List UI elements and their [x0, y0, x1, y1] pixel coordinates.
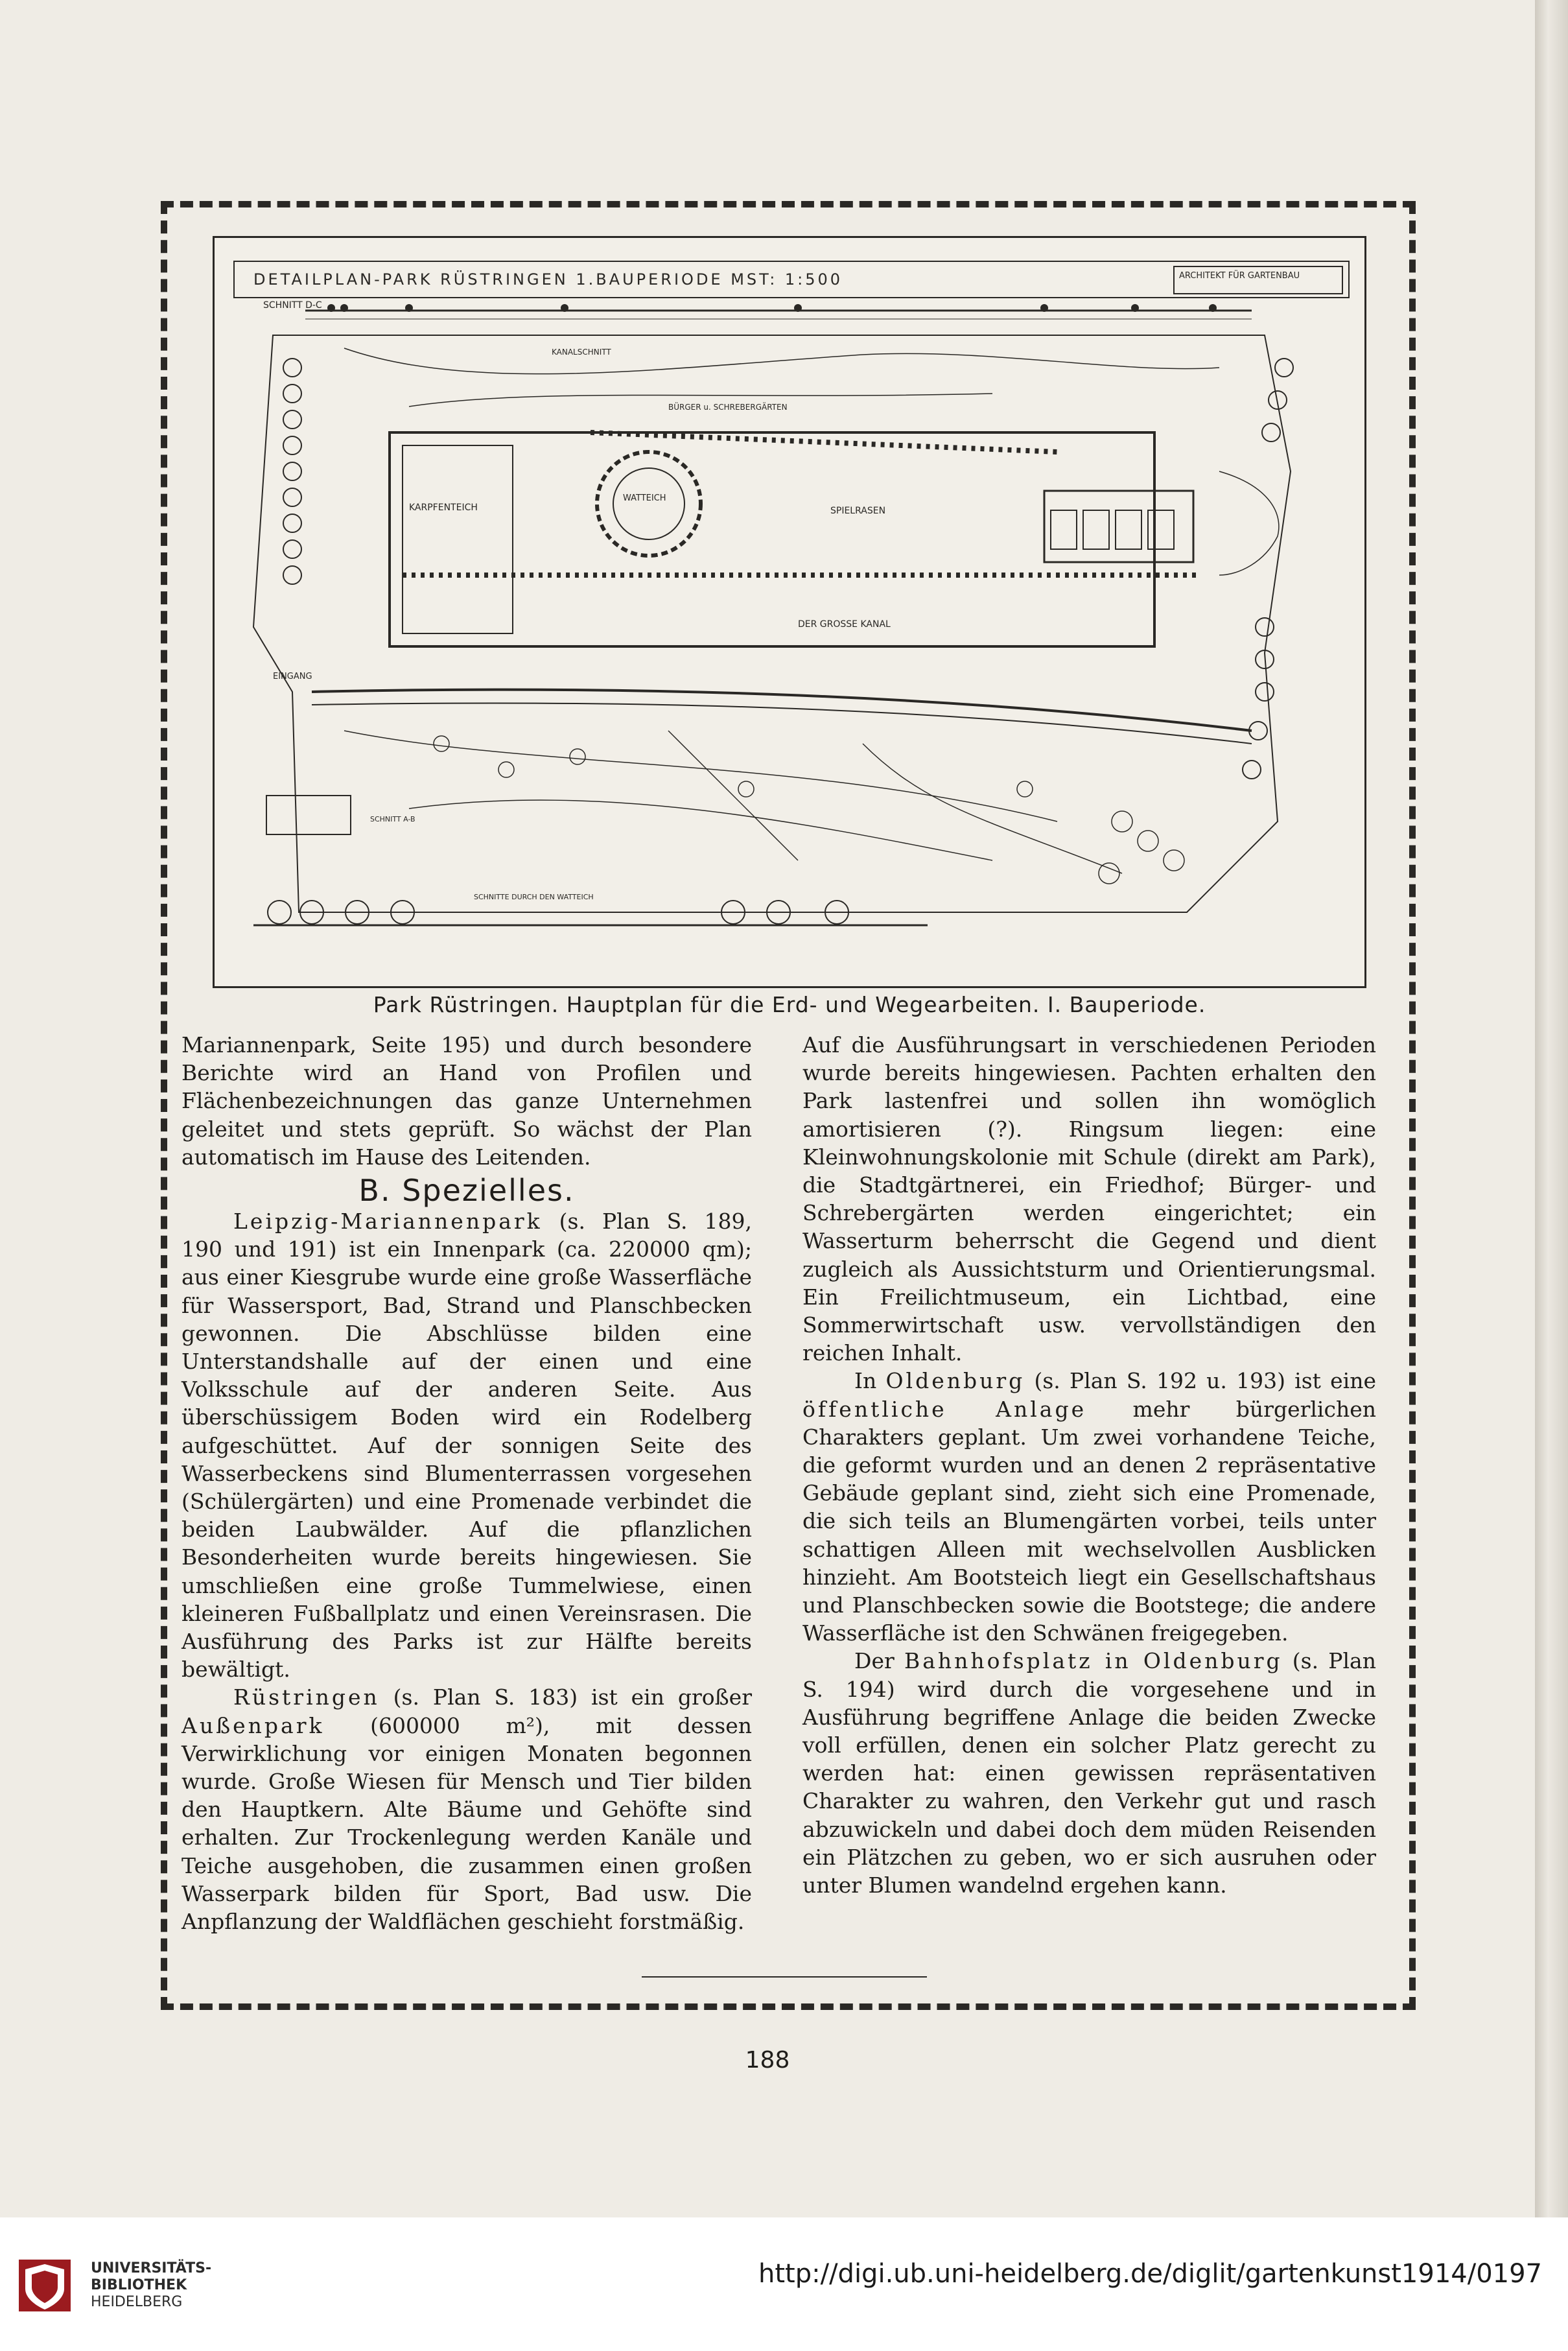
label-watteich: WATTEICH [623, 493, 666, 503]
paragraph: Mariannenpark, Seite 195) und durch besondere Berichte wird an Hand von Profilen und Flächenbezeichnungen das ganze Unternehmen geleitet und stets geprüft. So wächst der Plan automatisch im Hause des Leitenden. [181, 1032, 752, 1170]
lead-term: Leipzig-Mariannenpark [233, 1209, 543, 1235]
lead-term: Oldenburg [885, 1368, 1025, 1394]
paragraph: Der Bahnhofsplatz in Oldenburg (s. Plan S. 194) wird durch die vorgesehene und in Ausführung begriffene Anlage die beiden Zwecke voll erfüllen, denen ein solcher Platz gerecht zu werden hat: einen gewissen repräsentativen Charakter zu wahren, den Verkehr gut und rasch abzuwickeln und dabei doch dem müden Reisenden ein Plätzchen zu geben, wo er sich ausruhen oder unter Blumen wandelnd ergehen kann. [802, 1648, 1376, 1898]
section-heading: B. Spezielles. [358, 1173, 575, 1209]
label-kanalschnitt: KANALSCHNITT [552, 348, 611, 357]
plan-title: DETAILPLAN-PARK RÜSTRINGEN 1.BAUPERIODE MST: 1:500 [253, 270, 843, 289]
paragraph: Rüstringen (s. Plan S. 183) ist ein großer Außenpark (600000 m²), mit dessen Verwirklichung vor einigen Monaten begonnen wurde. Große Wiesen für Mensch und Tier bilden den Hauptkern. Alte Bäume und Gehöfte sind erhalten. Zur Trockenlegung werden Kanäle und Teiche ausgehoben, die zusammen einen großen Wasserpark bilden für Sport, Bad usw. Die Anpflanzung der Waldflächen geschieht forstmäßig. [181, 1684, 752, 1935]
figure-caption: Park Rüstringen. Hauptplan für die Erd- und Wegearbeiten. I. Bauperiode. [373, 992, 1206, 1017]
library-logo-icon [16, 2256, 74, 2315]
paragraph: Auf die Ausführungsart in verschiedenen Perioden wurde bereits hingewiesen. Pachten erhalten den Park lastenfrei und sollen ihn womöglich amortisieren (?). Ringsum liegen: eine Kleinwohnungskolonie mit Schule (direkt am Park), die Stadtgärtnerei, ein Friedhof; Bürger- und Schrebergärten werden eingerichtet; ein Wasserturm beherrscht die Gegend und dient zugleich als Aussichtsturm und Orientierungsmal. Ein Freilichtmuseum, ein Lichtbad, eine Sommerwirtschaft usw. vervollständigen den reichen Inhalt. [802, 1032, 1376, 1366]
paragraph: Leipzig-Mariannenpark (s. Plan S. 189, 190 und 191) ist ein Innenpark (ca. 220000 qm); aus einer Kiesgrube wurde eine große Wasserfläche für Wassersport, Bad, Strand und Planschbecken gewonnen. Die Abschlüsse bilden eine Unterstandshalle auf der einen und eine Volksschule auf der anderen Seite. Aus überschüssigem Boden wird ein Rodelberg aufgeschüttet. Auf der sonnigen Seite des Wasserbeckens sind Blumenterrassen vorgesehen (Schülergärten) und eine Promenade verbindet die beiden Laubwälder. Auf die pflanzlichen Besonderheiten wurde bereits hingewiesen. Sie umschließen eine große Tummelwiese, einen kleineren Fußballplatz und einen Vereinsrasen. Die Ausführung des Parks ist zur Hälfte bereits bewältigt. [181, 1209, 752, 1683]
lead-term: Bahnhofsplatz in Oldenburg [904, 1648, 1283, 1674]
library-name: UNIVERSITÄTS- BIBLIOTHEK HEIDELBERG [91, 2260, 212, 2310]
label-eingang: EINGANG [273, 672, 312, 681]
text-column-right [802, 1031, 1376, 1899]
park-plan-drawing [215, 238, 1364, 986]
lead-term: Außenpark [181, 1712, 325, 1738]
book-edge [1535, 0, 1568, 2351]
plan-section-label: SCHNITT D-C [263, 300, 322, 311]
end-rule [642, 1976, 927, 1978]
text-column-left [181, 1031, 752, 1935]
label-karpfenteich: KARPFENTEICH [409, 502, 478, 513]
paragraph: In Oldenburg (s. Plan S. 192 u. 193) ist eine öffentliche Anlage mehr bürgerlichen Charakters geplant. Um zwei vorhandene Teiche, die geformt wurden und an denen 2 repräsentative Gebäude geplant sind, zieht sich eine Promenade, die sich teils an Blumengärten vorbei, teils unter schattigen Alleen mit wechselvollen Ausblicken hinzieht. Am Bootsteich liegt ein Gesellschaftshaus und Planschbecken sowie die Bootstege; die andere Wasserfläche ist den Schwänen freigegeben. [802, 1368, 1377, 1646]
plan-architect-label: ARCHITEKT FÜR GARTENBAU [1179, 271, 1300, 281]
label-spielrasen: SPIELRASEN [830, 506, 886, 516]
label-schnitt-watteich: SCHNITTE DURCH DEN WATTEICH [474, 893, 594, 901]
library-footer [0, 2217, 1568, 2351]
lead-term: öffentliche Anlage [802, 1396, 1087, 1422]
page-number: 188 [745, 2047, 790, 2073]
label-buerger: BÜRGER u. SCHREBERGÄRTEN [668, 403, 788, 412]
label-schnitt-ab: SCHNITT A-B [370, 815, 415, 823]
park-plan-figure [213, 236, 1366, 988]
source-url-link[interactable]: http://digi.ub.uni-heidelberg.de/diglit/gartenkunst1914/0197 [758, 2259, 1542, 2289]
label-grosse-kanal: DER GROSSE KANAL [798, 619, 891, 630]
lead-term: Rüstringen [233, 1684, 380, 1710]
